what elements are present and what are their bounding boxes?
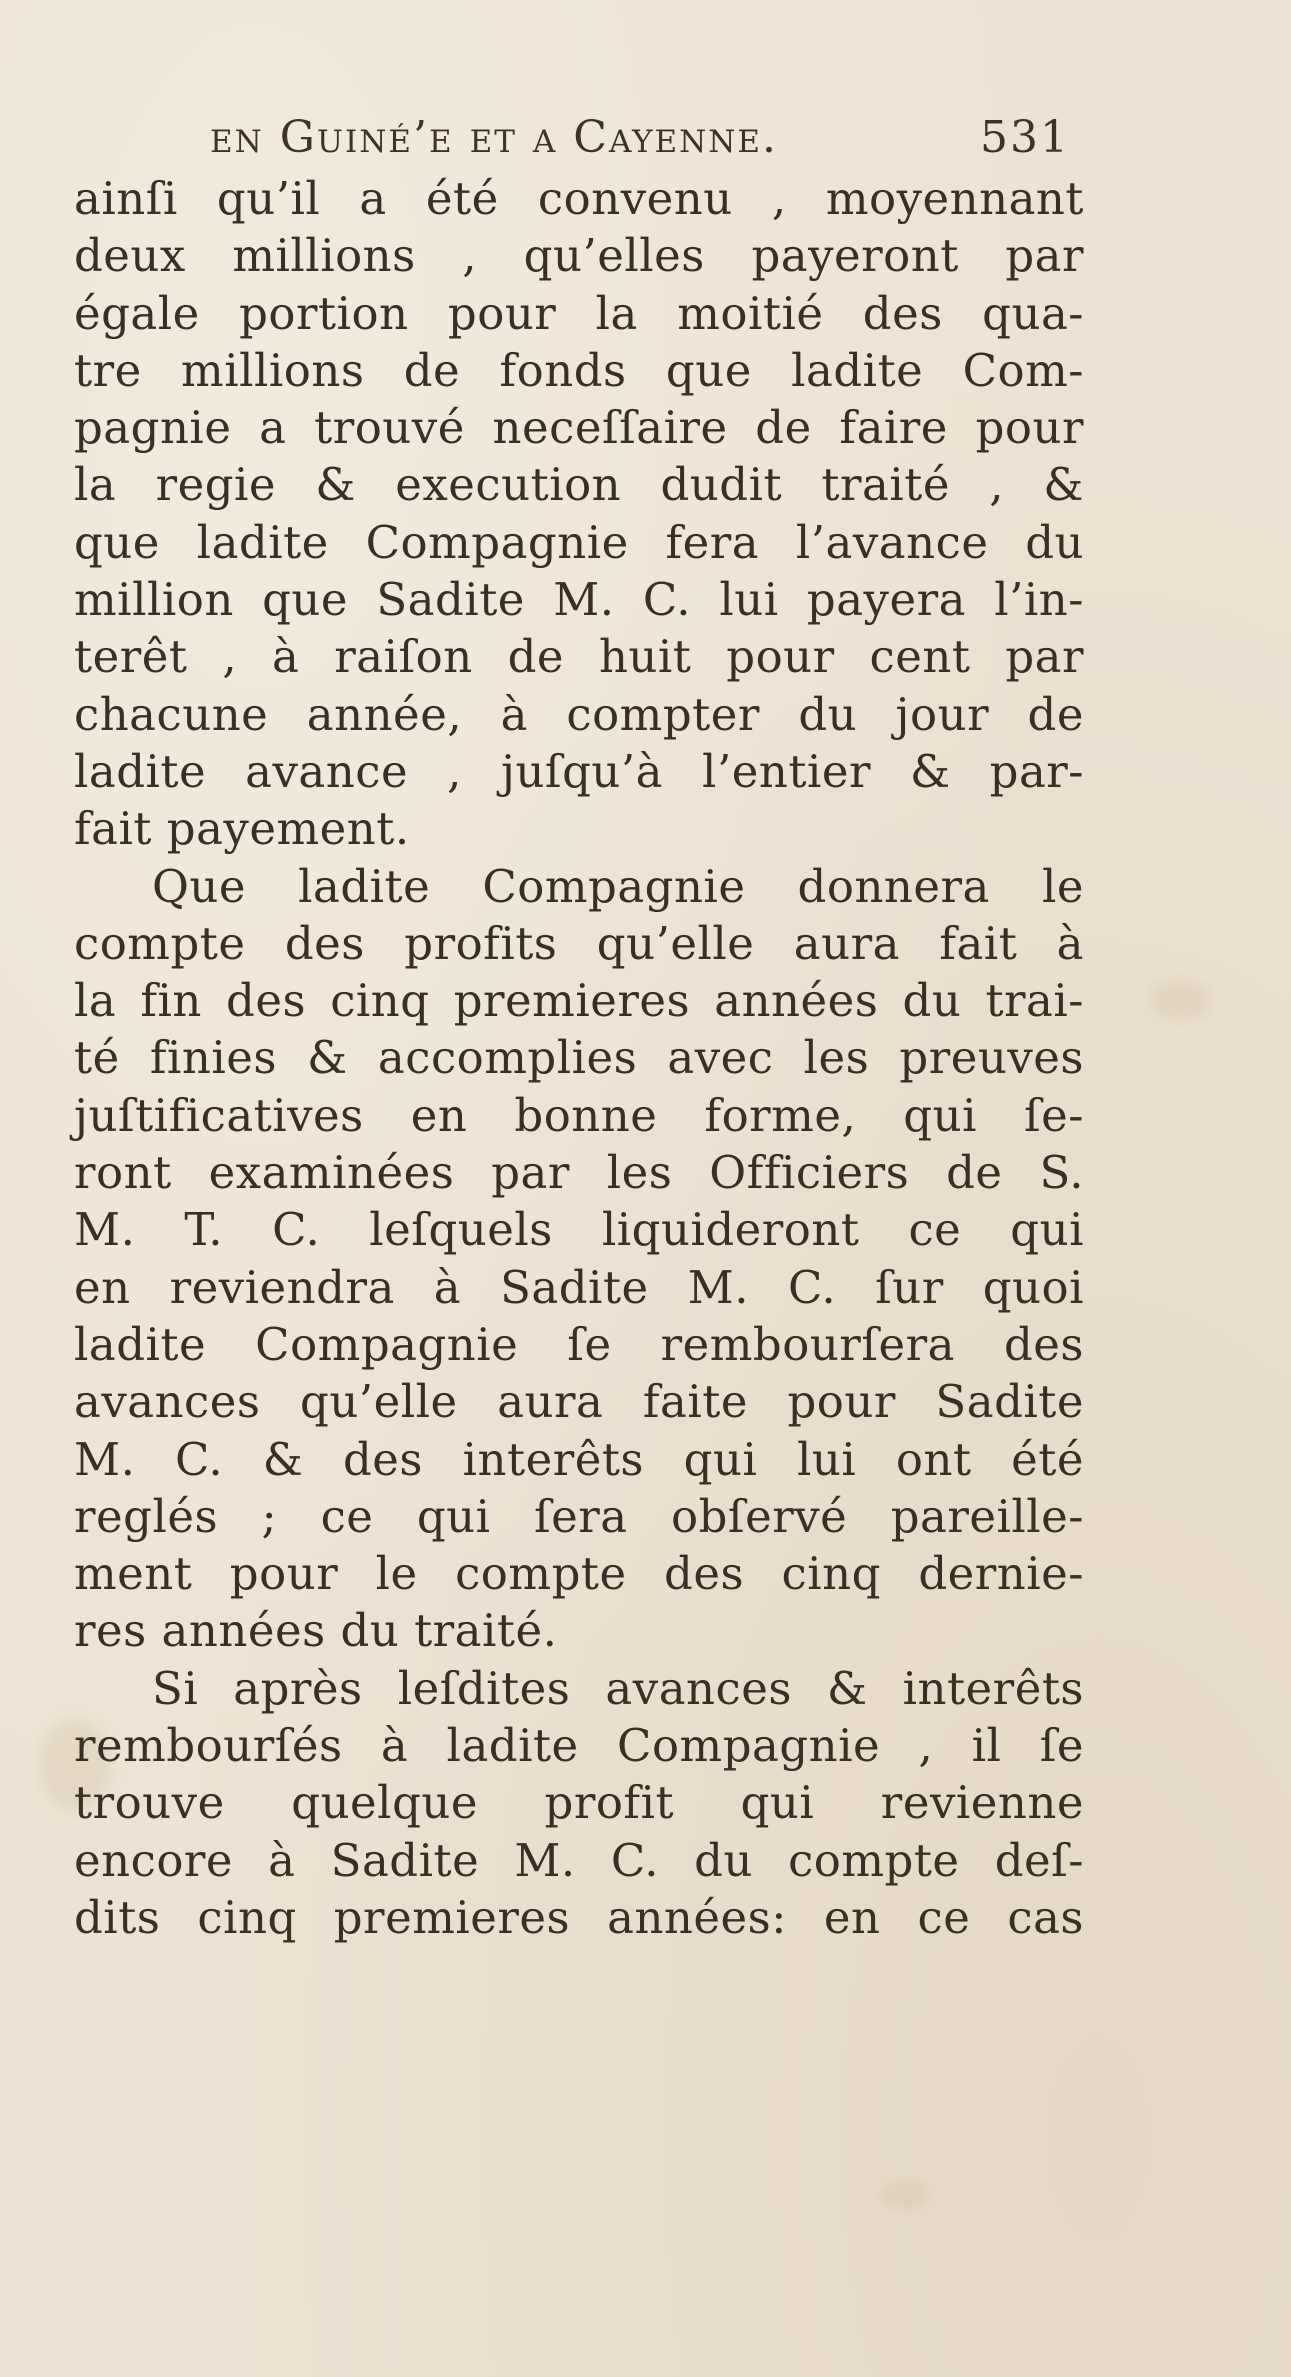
text-line: terêt , à raiſon de huit pour cent par xyxy=(74,630,1084,684)
paragraph-start-line: Si après leſdites avances & interêts xyxy=(152,1661,1084,1715)
text-line: chacune année, à compter du jour de xyxy=(74,687,1084,741)
text-line: la fin des cinq premieres années du trai- xyxy=(74,974,1084,1028)
text-line: encore à Sadite M. C. du compte deſ- xyxy=(74,1833,1084,1887)
text-line: compte des profits qu’elle aura fait à xyxy=(74,916,1084,970)
text-line: reglés ; ce qui ſera obſervé pareille- xyxy=(74,1489,1084,1543)
text-line: que ladite Compagnie fera l’avance du xyxy=(74,515,1084,569)
text-line: pagnie a trouvé neceſſaire de faire pour xyxy=(74,401,1084,455)
text-line: M. T. C. leſquels liquideront ce qui xyxy=(74,1203,1084,1257)
paper-stain xyxy=(880,2180,930,2210)
text-line: deux millions , qu’elles payeront par xyxy=(74,229,1084,283)
text-line: res années du traité. xyxy=(74,1604,558,1658)
paper-stain xyxy=(1150,980,1210,1020)
paragraph-start-line: Que ladite Compagnie donnera le xyxy=(152,859,1084,913)
text-line: rembourſés à ladite Compagnie , il ſe xyxy=(74,1719,1084,1773)
text-line: tre millions de fonds que ladite Com- xyxy=(74,343,1084,397)
text-line: ront examinées par les Officiers de S. xyxy=(74,1146,1084,1200)
text-line: dits cinq premieres années: en ce cas xyxy=(74,1890,1084,1944)
text-line: té finies & accomplies avec les preuves xyxy=(74,1031,1084,1085)
text-line: égale portion pour la moitié des qua- xyxy=(74,286,1084,340)
text-line: juſtificatives en bonne forme, qui ſe- xyxy=(74,1088,1084,1142)
text-line: ainſi qu’il a été convenu , moyennant xyxy=(74,172,1084,225)
running-title: en Guiné’e et a Cayenne. xyxy=(210,112,779,163)
running-header xyxy=(210,112,1070,163)
text-line: la regie & execution dudit traité , & xyxy=(74,458,1084,512)
text-line: ladite Compagnie ſe rembourſera des xyxy=(74,1317,1084,1371)
text-line: en reviendra à Sadite M. C. ſur quoi xyxy=(74,1260,1084,1314)
text-line: trouve quelque profit qui revienne xyxy=(74,1776,1084,1830)
text-line: M. C. & des interêts qui lui ont été xyxy=(74,1432,1084,1486)
text-line: million que Sadite M. C. lui payera l’in- xyxy=(74,573,1084,627)
page-number: 531 xyxy=(980,112,1070,163)
body-text xyxy=(74,170,1084,1946)
text-line: ment pour le compte des cinq dernie- xyxy=(74,1547,1084,1601)
text-line: avances qu’elle aura faite pour Sadite xyxy=(74,1375,1084,1429)
text-line: fait payement. xyxy=(74,802,410,856)
text-line: ladite avance , juſqu’à l’entier & par- xyxy=(74,744,1084,798)
